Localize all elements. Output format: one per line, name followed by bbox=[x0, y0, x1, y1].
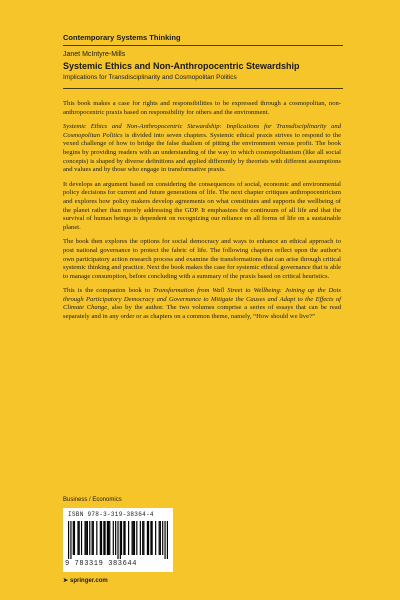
blurb-paragraph-1: This book makes a case for rights and responsibilities to be expressed through a cosmopolitan, non-anthropocentric praxis based on responsibility for others and the environment. bbox=[63, 100, 341, 116]
blurb-paragraph-5 bbox=[63, 287, 341, 321]
series-title: Contemporary Systems Thinking bbox=[63, 33, 181, 42]
blurb-paragraph-4: The book then explores the options for social democracy and ways to enhance an ethical approach to post national governance to protect the fabric of life. The following chapters reflect upon the author's own participatory action research process and examine the transformations that can arise through critical systemic thinking and practice. Next the book makes the case for systemic ethical governance that is able to manage consumption, before concluding with a summary of the praxis based on critical heuristics. bbox=[63, 238, 341, 280]
book-title-italic: Systemic Ethics and Non-Anthropocentric Stewardship: Implications for Transdisciplinarity and Cosmopolitan Politics bbox=[63, 123, 341, 139]
companion-book-title: Transformation from Wall Street to Wellbeing: Joining up the Dots through Participatory Democracy and Governance to Mitigate the Causes and Adapt to the Effects of Climate Change bbox=[63, 287, 341, 312]
barcode-panel bbox=[63, 508, 173, 572]
isbn-label: ISBN 978-3-319-38364-4 bbox=[68, 511, 154, 518]
book-title: Systemic Ethics and Non-Anthropocentric Stewardship bbox=[63, 61, 300, 71]
publisher-website[interactable] bbox=[63, 577, 108, 584]
barcode-icon bbox=[68, 521, 168, 559]
blurb-paragraph-2 bbox=[63, 123, 341, 175]
blurb bbox=[63, 100, 341, 328]
blurb-paragraph-2-text: is divided into seven chapters. Systemic ethical praxis strives to respond to the vexed challenge of how to bridge the false dualism of pitting the environment versus profit. The book begins by providing readers with an understanding of the way in which cosmopolitanism (like all social concepts) is shaped by diverse definitions and applied differently by theorists with different assumptions and values and by those who engage in transformative praxis. bbox=[63, 131, 341, 174]
blurb-paragraph-5-rest: , also by the author. The two volumes comprise a series of essays that can be read separately and in any order or as chapters on a common theme, namely, “How should we live?” bbox=[63, 304, 341, 321]
barcode-digits: 9 783319 383644 bbox=[65, 560, 138, 568]
arrow-right-icon: ➤ bbox=[63, 578, 69, 584]
header-divider bbox=[63, 45, 343, 46]
title-divider bbox=[63, 88, 343, 89]
author-name: Janet McIntyre-Mills bbox=[63, 51, 126, 58]
category-label: Business / Economics bbox=[63, 497, 122, 503]
blurb-paragraph-5-start: This is the companion book to bbox=[63, 287, 154, 295]
book-subtitle: Implications for Transdisciplinarity and Cosmopolitan Politics bbox=[63, 74, 237, 81]
blurb-paragraph-3: It develops an argument based on considering the consequences of social, economic and environmental policy decisions for current and future generations of life. The next chapter critiques anthropocentricism and explores how policy makers develop agreements on what constitutes and supports the wellbeing of the planet rather than merely addressing the GDP. It emphasizes the continuum of all life and that the survival of human beings is dependent on recognizing our reliance on all forms of life on a sustainable planet. bbox=[63, 180, 341, 231]
website-text: springer.com bbox=[70, 578, 108, 584]
